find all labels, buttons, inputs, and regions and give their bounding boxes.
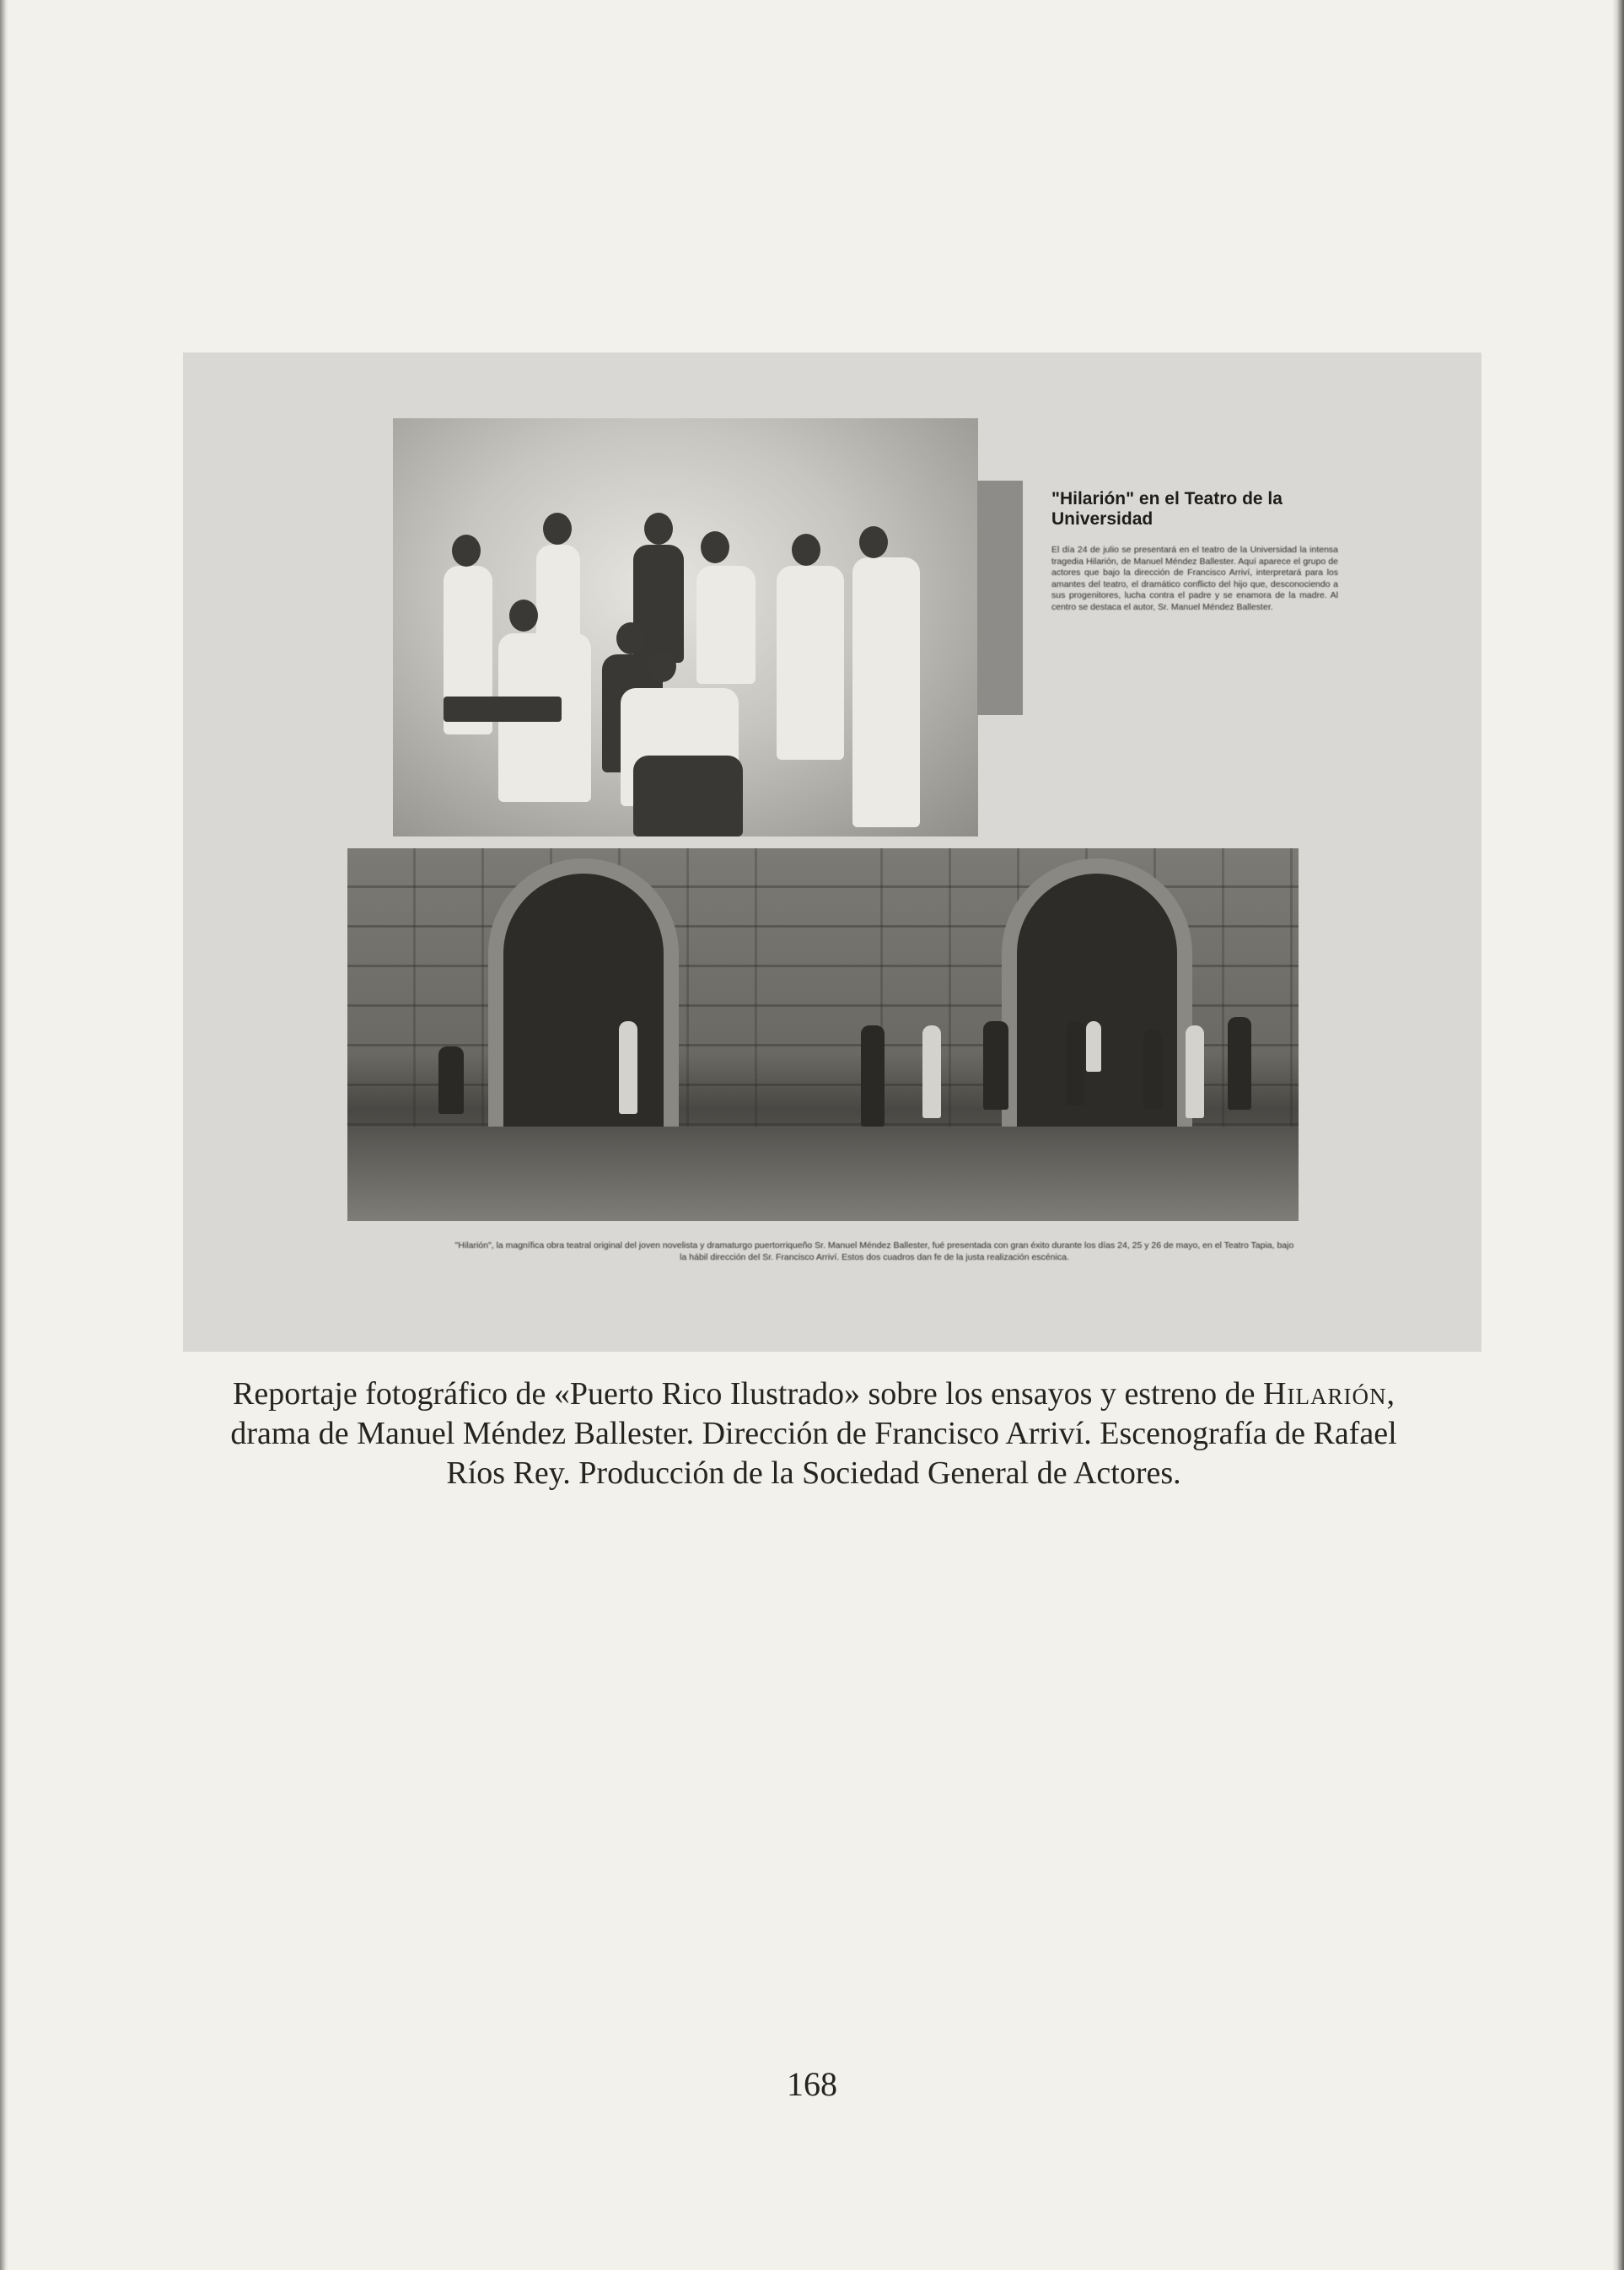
stage-floor [815,1127,1299,1221]
clipping-headline: "Hilarión" en el Teatro de la Universidad [1051,489,1283,529]
actor-figure [1186,1025,1204,1118]
actor-figure [922,1025,941,1118]
actor-figure [777,566,844,760]
actor-head [859,526,888,558]
bench [444,697,562,722]
page-edge [1612,0,1624,2270]
photo-edge-strip [977,481,1023,715]
actor-head [543,513,572,545]
figure-caption [228,1374,1400,1493]
page-edge [0,0,8,2270]
actor-head [452,535,481,567]
actor-head [792,534,820,566]
actor-figure [696,566,756,684]
actor-figure [1086,1021,1101,1072]
actor-figure [1143,1030,1162,1110]
newspaper-clipping [183,352,1481,1352]
actor-figure [438,1046,464,1114]
caption-text: Reportaje fotográfico de «Puerto Rico Ilustrado» sobre los ensayos y estreno de [233,1376,1264,1412]
stage-arch [503,874,664,1127]
actor-figure [861,1025,885,1127]
actor-head [509,600,538,632]
caption-text: , drama de Manuel Méndez Ballester. Dirección de Francisco Arriví. Escenografía de Rafael Ríos Rey. Producción de la Sociedad General de Actores. [230,1376,1397,1491]
page-number: 168 [787,2065,837,2103]
stage-floor [347,1127,825,1221]
stage-photo-left [347,848,825,1221]
rehearsal-photo [393,418,978,836]
actor-figure [1066,1021,1084,1105]
stage-photo-right [815,848,1299,1221]
actor-figure [1228,1017,1251,1110]
chair [633,756,743,836]
clipping-body-text: El día 24 de julio se presentará en el teatro de la Universidad la intensa tragedia Hilarión, de Manuel Méndez Ballester. Aquí aparece el grupo de actores que bajo la dirección de Francisco Arriví, interpretará para los amantes del teatro, el dramático conflicto del hijo que, desconociendo a sus progenitores, lucha contra el padre y se enamora de la madre. Al centro se destaca el autor, Sr. Manuel Méndez Ballester. [1051,545,1338,612]
clipping-photo-caption: "Hilarión", la magnífica obra teatral original del joven novelista y dramaturgo puertorriqueño Sr. Manuel Méndez Ballester, fué presentada con gran éxito durante los días 24, 25 y 26 de mayo, en el Teatro Tapia, bajo la hábil dirección del Sr. Francisco Arriví. Estos dos cuadros dan fe de la justa realización escénica. [454,1240,1294,1262]
actor-head [616,622,645,654]
play-title: Hilarión [1263,1376,1387,1412]
actor-figure [852,557,920,827]
actor-head [648,650,676,682]
actor-head [644,513,673,545]
actor-head [701,531,729,563]
actor-figure [983,1021,1008,1110]
actor-figure [619,1021,637,1114]
